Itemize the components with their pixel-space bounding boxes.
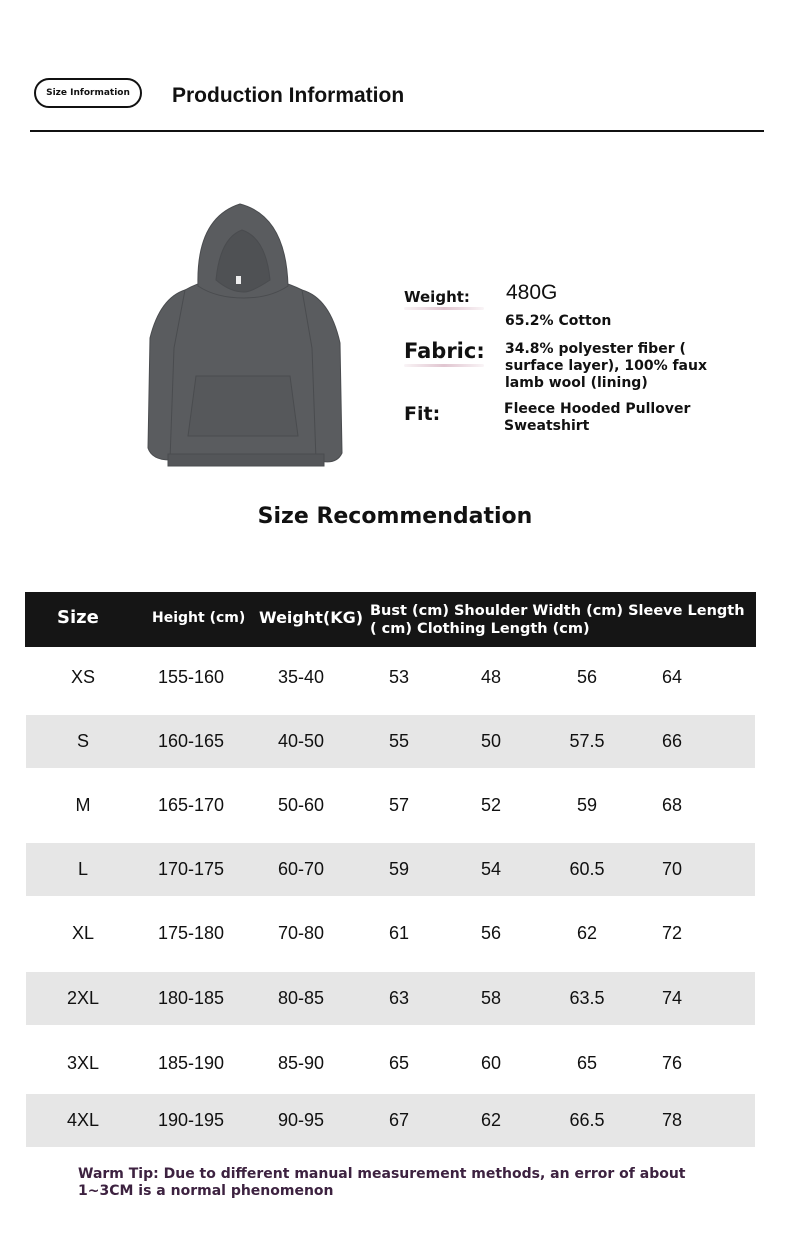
cell-weight: 35-40 (277, 667, 325, 687)
table-row (26, 1037, 755, 1090)
weight-underline (404, 307, 484, 310)
cell-weight: 85-90 (277, 1053, 325, 1073)
cell-length: 66 (661, 731, 683, 751)
cell-length: 70 (661, 859, 683, 879)
hoodie-image (140, 198, 350, 478)
fabric-polyester: 34.8% polyester fiber ( surface layer), 100% faux lamb wool (lining) (505, 341, 708, 391)
cell-height: 170-175 (157, 859, 225, 879)
cell-bust: 57 (388, 795, 410, 815)
cell-shoulder: 48 (480, 667, 502, 687)
cell-size: L (77, 859, 89, 879)
cell-sleeve: 60.5 (569, 859, 605, 879)
weight-label: Weight: (404, 288, 470, 306)
table-row (26, 843, 755, 896)
size-information-tab[interactable] (34, 78, 142, 108)
table-row (26, 715, 755, 768)
cell-weight: 90-95 (277, 1110, 325, 1130)
cell-height: 165-170 (157, 795, 225, 815)
cell-sleeve: 57.5 (569, 731, 605, 751)
cell-size: XS (70, 667, 96, 687)
cell-size: 2XL (66, 988, 100, 1008)
table-row (26, 907, 755, 960)
cell-sleeve: 59 (576, 795, 598, 815)
header-measurements: Bust (cm) Shoulder Width (cm) Sleeve Length ( cm) Clothing Length (cm) (370, 603, 745, 637)
header-size: Size (57, 607, 99, 628)
warm-tip: Warm Tip: Due to different manual measurement methods, an error of about 1~3CM is a normal phenomenon (78, 1166, 686, 1199)
cell-height: 185-190 (157, 1053, 225, 1073)
table-row (26, 779, 755, 832)
cell-length: 74 (661, 988, 683, 1008)
fit-label: Fit: (404, 403, 441, 425)
table-row (26, 972, 755, 1025)
cell-sleeve: 56 (576, 667, 598, 687)
cell-size: 4XL (66, 1110, 100, 1130)
cell-size: S (76, 731, 90, 751)
cell-size: XL (71, 923, 95, 943)
cell-sleeve: 63.5 (569, 988, 605, 1008)
cell-height: 190-195 (157, 1110, 225, 1130)
cell-weight: 40-50 (277, 731, 325, 751)
header-height: Height (cm) (152, 610, 246, 626)
fabric-label: Fabric: (404, 339, 485, 363)
cell-shoulder: 62 (480, 1110, 502, 1130)
cell-weight: 60-70 (277, 859, 325, 879)
cell-length: 76 (661, 1053, 683, 1073)
cell-length: 68 (661, 795, 683, 815)
cell-bust: 67 (388, 1110, 410, 1130)
cell-weight: 70-80 (277, 923, 325, 943)
cell-weight: 50-60 (277, 795, 325, 815)
cell-height: 160-165 (157, 731, 225, 751)
cell-length: 64 (661, 667, 683, 687)
cell-bust: 55 (388, 731, 410, 751)
cell-sleeve: 65 (576, 1053, 598, 1073)
cell-sleeve: 66.5 (569, 1110, 605, 1130)
cell-sleeve: 62 (576, 923, 598, 943)
cell-length: 78 (661, 1110, 683, 1130)
fabric-cotton: 65.2% Cotton (505, 313, 612, 329)
cell-shoulder: 50 (480, 731, 502, 751)
weight-value: 480G (506, 281, 558, 304)
fabric-underline (404, 364, 484, 367)
size-table-header (25, 592, 756, 647)
cell-shoulder: 60 (480, 1053, 502, 1073)
cell-height: 180-185 (157, 988, 225, 1008)
cell-shoulder: 54 (480, 859, 502, 879)
table-row (26, 651, 755, 704)
fit-value: Fleece Hooded Pullover Sweatshirt (504, 401, 691, 434)
cell-bust: 65 (388, 1053, 410, 1073)
cell-size: 3XL (66, 1053, 100, 1073)
cell-bust: 63 (388, 988, 410, 1008)
cell-bust: 53 (388, 667, 410, 687)
header-divider (30, 130, 764, 132)
size-information-label: Size Information (46, 88, 130, 98)
cell-bust: 61 (388, 923, 410, 943)
cell-weight: 80-85 (277, 988, 325, 1008)
table-row (26, 1094, 755, 1147)
cell-bust: 59 (388, 859, 410, 879)
size-recommendation-title: Size Recommendation (257, 504, 533, 529)
cell-length: 72 (661, 923, 683, 943)
production-information-title: Production Information (172, 84, 405, 107)
cell-size: M (75, 795, 91, 815)
cell-height: 155-160 (157, 667, 225, 687)
cell-height: 175-180 (157, 923, 225, 943)
cell-shoulder: 58 (480, 988, 502, 1008)
header-weight: Weight(KG) (259, 608, 364, 627)
cell-shoulder: 56 (480, 923, 502, 943)
cell-shoulder: 52 (480, 795, 502, 815)
